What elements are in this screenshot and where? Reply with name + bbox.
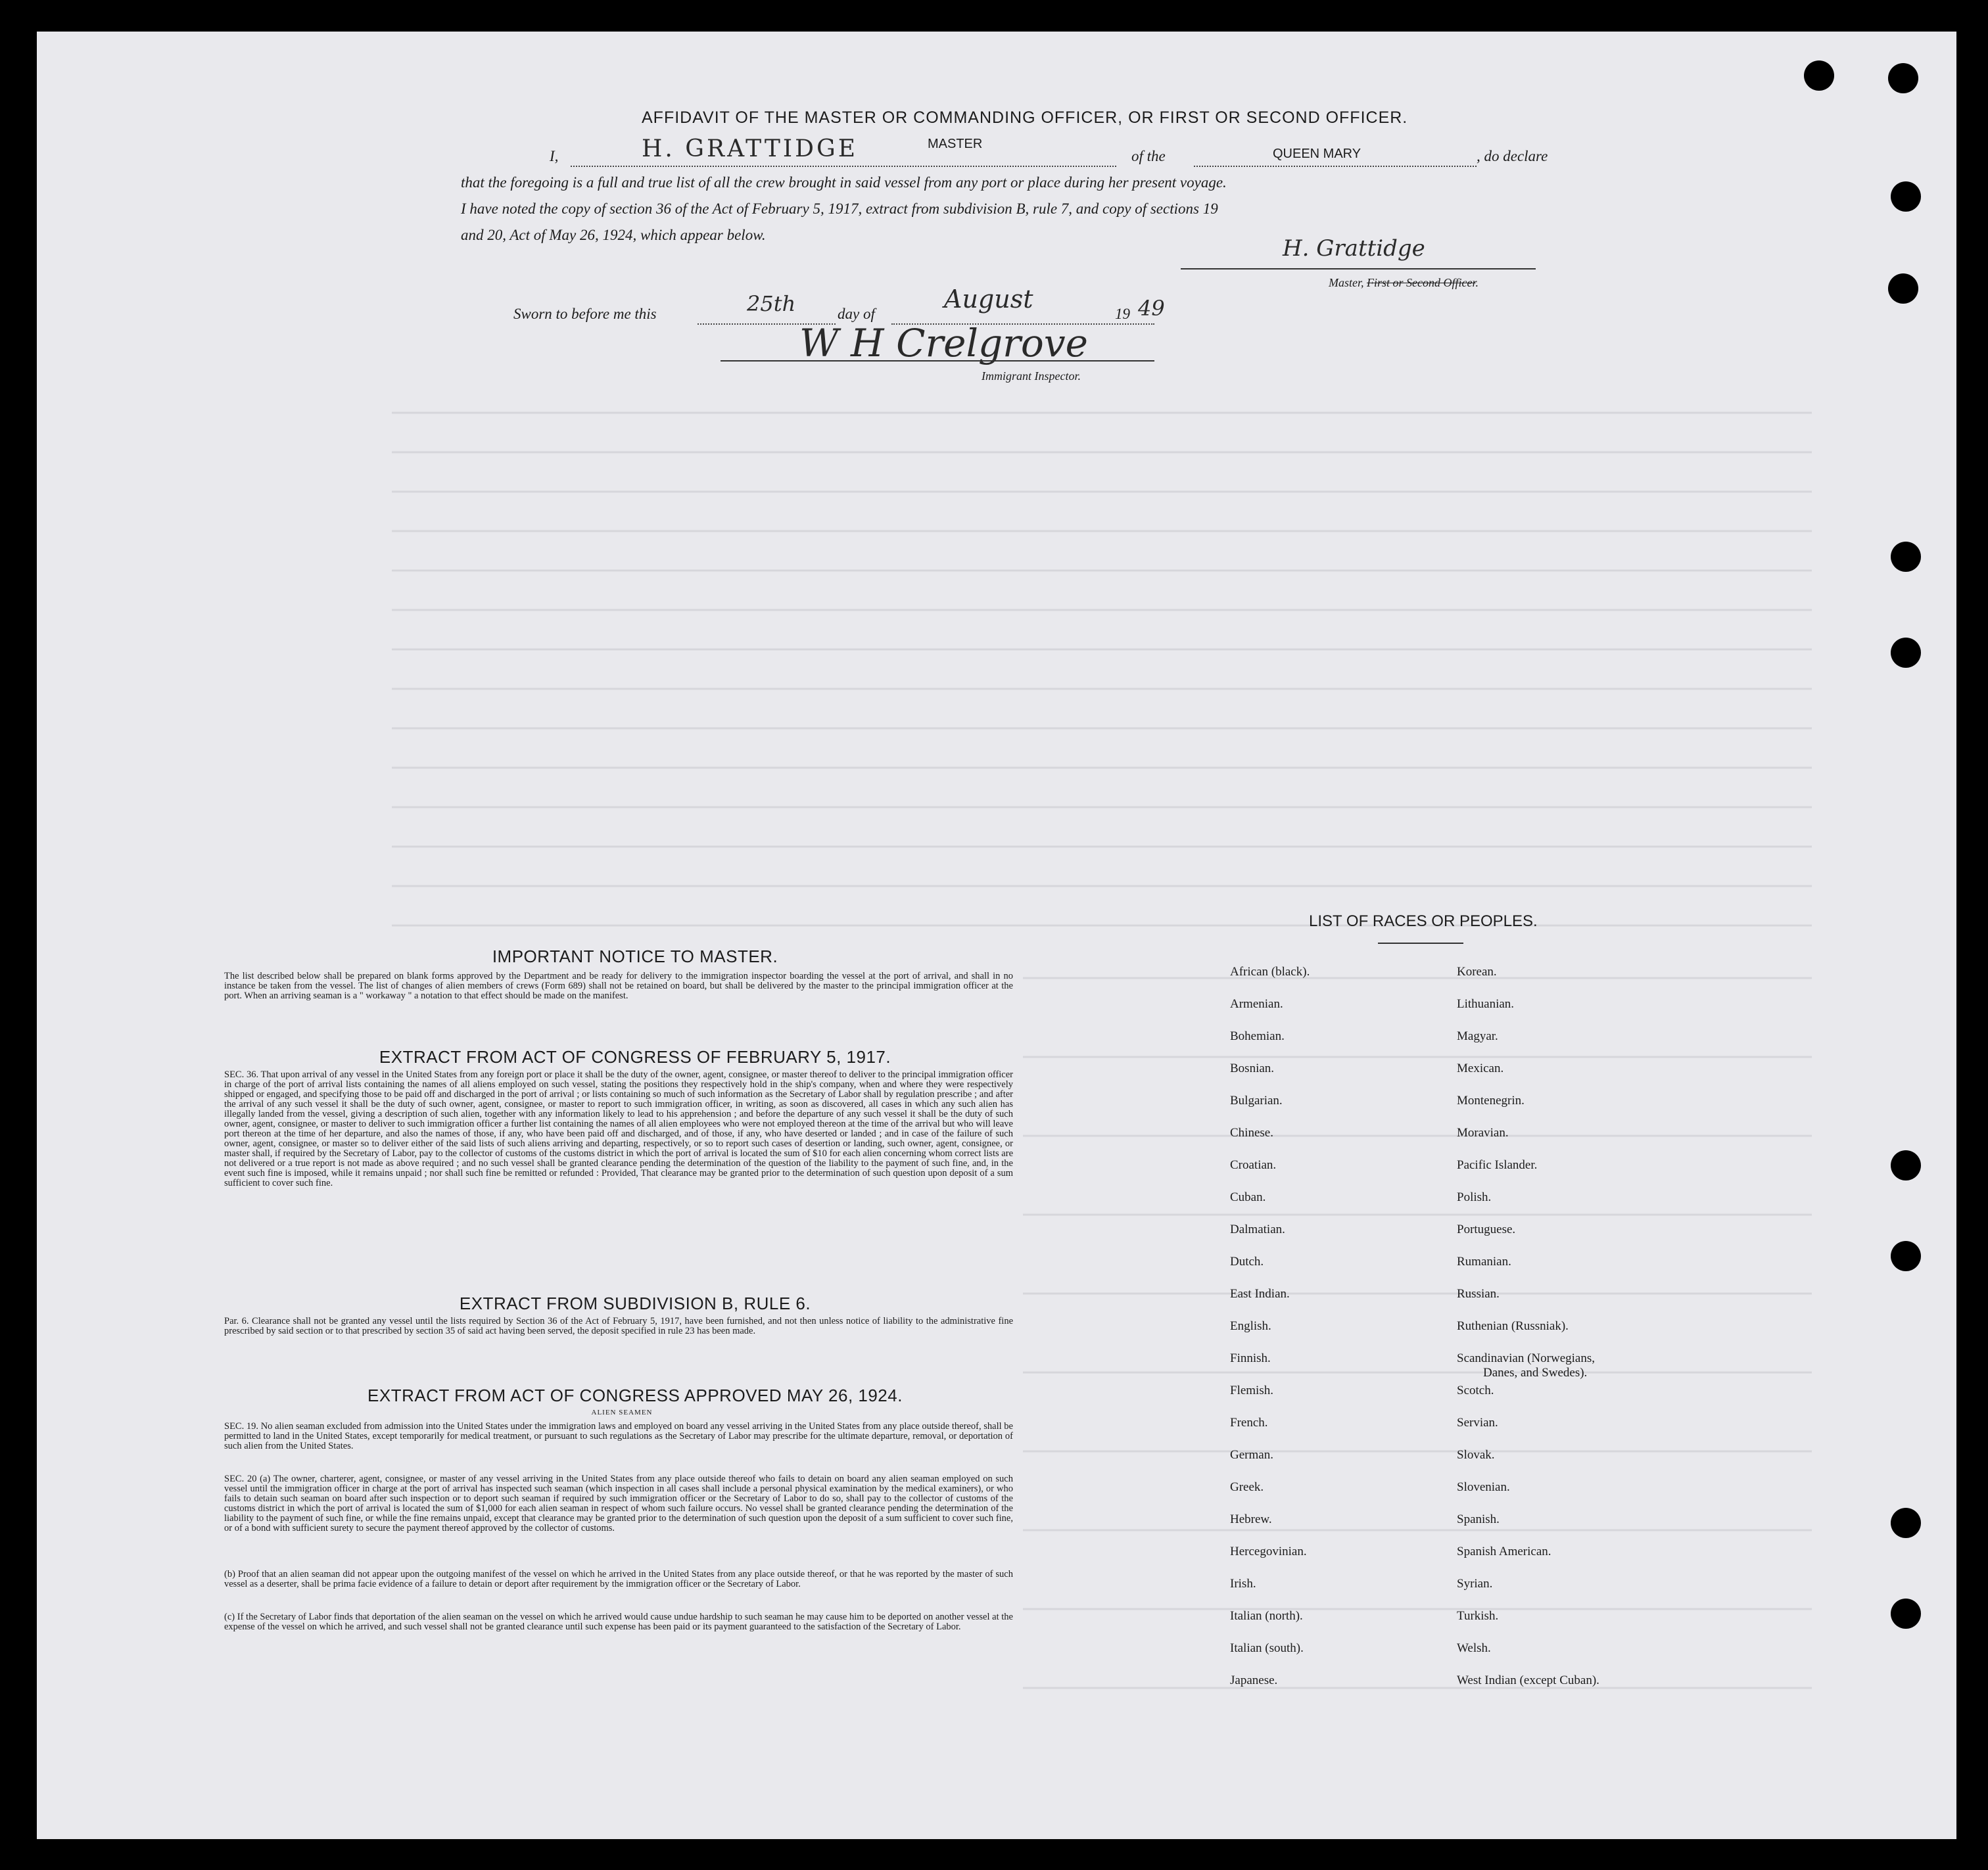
declaration-line-3: I have noted the copy of section 36 of the Act of February 5, 1917, extract from subdivision B, rule 7, and copy of sections 19: [461, 200, 1218, 217]
rank-typed: MASTER: [928, 137, 983, 151]
race-item: Chinese.: [1230, 1126, 1273, 1140]
race-item: English.: [1230, 1319, 1271, 1333]
race-item: Russian.: [1457, 1287, 1500, 1301]
race-item: Japanese.: [1230, 1673, 1278, 1687]
declaration-line-4: and 20, Act of May 26, 1924, which appear below.: [461, 227, 766, 243]
sworn-prefix: Sworn to before me this: [513, 306, 657, 322]
race-item: Bosnian.: [1230, 1062, 1275, 1075]
race-item: Dalmatian.: [1230, 1223, 1285, 1236]
race-item: Lithuanian.: [1457, 997, 1515, 1011]
notice-master-heading: IMPORTANT NOTICE TO MASTER.: [492, 947, 778, 966]
day-of-label: day of: [838, 306, 875, 322]
year-suffix: 49: [1138, 296, 1165, 321]
race-item: Mexican.: [1457, 1062, 1504, 1075]
race-item: Spanish.: [1457, 1512, 1500, 1526]
race-item: Servian.: [1457, 1416, 1498, 1430]
extract-1924-sec20c: (c) If the Secretary of Labor finds that deportation of the alien seaman on the vessel on which he arrived would cause undue hardship to such seaman he may cause him to be deported on another vessel at the expense of the vessel on which he arrived, and such vessel shall not be granted clearance until such expense has been paid or its payment guaranteed to the satisfaction of the Secretary of Labor.: [224, 1612, 1013, 1632]
vessel-name-typed: QUEEN MARY: [1273, 147, 1361, 161]
race-item: Syrian.: [1457, 1577, 1493, 1591]
race-item: German.: [1230, 1448, 1273, 1462]
race-item: Montenegrin.: [1457, 1094, 1525, 1108]
sworn-month: August: [944, 285, 1033, 314]
race-item: Rumanian.: [1457, 1255, 1511, 1269]
race-item: Croatian.: [1230, 1158, 1277, 1172]
signature-caption: [1329, 276, 1479, 290]
race-item: Magyar.: [1457, 1029, 1498, 1043]
inspector-line: [721, 360, 1154, 362]
race-item: Finnish.: [1230, 1351, 1271, 1365]
race-item: Polish.: [1457, 1190, 1492, 1204]
race-item: Dutch.: [1230, 1255, 1264, 1269]
race-item: Slovenian.: [1457, 1480, 1510, 1494]
notice-master-body: The list described below shall be prepared on blank forms approved by the Department and be ready for delivery to the immigration inspector boarding the vessel at the port of arrival, and shall in no instance be taken from the vessel. The list of changes of alien members of crews (Form 689) shall not be retained on board, but shall be delivered by the master to the principal immigration officer at the port. When an arriving seaman is a " workaway " a notation to that effect should be made on the manifest.: [224, 971, 1013, 1001]
extract-1917-body: SEC. 36. That upon arrival of any vessel in the United States from any foreign port or place it shall be the duty of the owner, agent, consignee, or master thereof to deliver to the principal immigration officer in charge of the port of arrival lists containing the names of all aliens employed on such vessel, stating the positions they respectively hold in the ship's company, when and where they were respectively shipped or engaged, and specifying those to be paid off and discharged in the port of arrival ; or lists containing so much of such information as the Secretary of Labor shall by regulation prescribe ; and after the arrival of any such vessel it shall be the duty of such owner, agent, consignee, or master to report to such immigration officer, in writing, as soon as discovered, all cases in which any such alien has illegally landed from the vessel, giving a description of such alien, together with any information likely to lead to his apprehension ; and before the departure of any such vessel it shall be the duty of such owner, agent, consignee, or master to deliver to such immigration officer a further list containing the names of all alien employees who were not employed thereon at the time of the arrival but who will leave port thereon at the time of her departure, and also the names of those, if any, who have been paid off and discharged, and of those, if any, who have deserted or landed ; and in case of the failure of such owner, agent, consignee, or master so to deliver either of the said lists of such aliens arriving and departing, respectively, or so to report such cases of desertion or landing, such owner, agent, consignee, or master shall, if required by the Secretary of Labor, pay to the collector of customs of the customs district in which the port of arrival is located the sum of $10 for each alien concerning whom correct lists are not delivered or a true report is not made as above required ; and no such vessel shall be granted clearance pending the determination of the question of the liability to the payment of such fine, and, in the event such fine is imposed, while it remains unpaid ; nor shall such fine be remitted or refunded : Provided, That clearance may be granted prior to the determination of such question upon deposit of a sum sufficient to cover such fine.: [224, 1069, 1013, 1188]
race-item: Korean.: [1457, 965, 1497, 979]
race-item: Welsh.: [1457, 1641, 1491, 1655]
race-item: Greek.: [1230, 1480, 1264, 1494]
race-item: Italian (south).: [1230, 1641, 1304, 1655]
do-declare-label: , do declare: [1477, 148, 1548, 164]
extract-1924-sec20a: SEC. 20 (a) The owner, charterer, agent, consignee, or master of any vessel arriving in the United States from any place outside thereof who fails to detain on board any alien seaman employed on such vessel until the immigration officer in charge at the port of arrival has inspected such seaman (which inspection in all cases shall include a personal physical examination by the medical examiners), or who fails to detain such seaman on board after such inspection or to deport such seaman if required by such immigration officer or the Secretary of Labor to do so, shall pay to the collector of customs of the customs district in which the port of arrival is located the sum of $1,000 for each alien seaman in respect of whom such failure occurs. No vessel shall be granted clearance pending the determination of the liability to the payment of such fine, or while the fine remains unpaid, except that clearance may be granted prior to the determination of such question upon the deposit of a sum sufficient to cover such fine, or of a bond with sufficient surety to secure the payment thereof approved by the collector of customs.: [224, 1474, 1013, 1533]
affidavit-title: AFFIDAVIT OF THE MASTER OR COMMANDING OFFICER, OR FIRST OR SECOND OFFICER.: [642, 108, 1408, 127]
master-name-handwritten: H. GRATTIDGE: [642, 135, 858, 162]
declaration-line-2: that the foregoing is a full and true list of all the crew brought in said vessel from any port or place during her present voyage.: [461, 174, 1227, 191]
extract-rule6-heading: EXTRACT FROM SUBDIVISION B, RULE 6.: [459, 1294, 811, 1313]
races-heading: LIST OF RACES OR PEOPLES.: [1309, 912, 1538, 930]
name-underline: [571, 164, 1116, 167]
extract-1924-heading: EXTRACT FROM ACT OF CONGRESS APPROVED MAY 26, 1924.: [367, 1386, 903, 1405]
race-item: Scandinavian (Norwegians,: [1457, 1351, 1595, 1365]
i-label: I,: [550, 148, 559, 164]
race-item: Bohemian.: [1230, 1029, 1285, 1043]
race-item: Pacific Islander.: [1457, 1158, 1538, 1172]
race-item: West Indian (except Cuban).: [1457, 1673, 1599, 1687]
year-prefix: 19: [1115, 306, 1130, 322]
race-item: Armenian.: [1230, 997, 1283, 1011]
race-item: East Indian.: [1230, 1287, 1290, 1301]
caption-struck-officer: First or Second Officer: [1367, 276, 1476, 289]
race-item: Italian (north).: [1230, 1609, 1303, 1623]
extract-1924-sec19: SEC. 19. No alien seaman excluded from admission into the United States under the immigration laws and employed on board any vessel arriving in the United States from any place outside thereof, shall be permitted to land in the United States, except temporarily for medical treatment, or pursuant to such regulations as the Secretary of Labor may prescribe for the ultimate departure, removal, or deportation of such alien from the United States.: [224, 1421, 1013, 1451]
race-item: Slovak.: [1457, 1448, 1495, 1462]
race-item: African (black).: [1230, 965, 1310, 979]
extract-rule6-body: Par. 6. Clearance shall not be granted any vessel until the lists required by Section 36 of the Act of February 5, 1917, have been furnished, and not then unless notice of liability to the administrative fine prescribed by said section or to that prescribed by section 35 of said act having been served, the deposit specified in rule 23 has been made.: [224, 1316, 1013, 1336]
race-item: Ruthenian (Russniak).: [1457, 1319, 1569, 1333]
master-signature: H. Grattidge: [1283, 235, 1425, 262]
sworn-day: 25th: [747, 291, 796, 316]
race-item: Hercegovinian.: [1230, 1545, 1307, 1558]
races-heading-rule: [1378, 943, 1463, 944]
race-item: Cuban.: [1230, 1190, 1266, 1204]
vessel-underline: [1194, 164, 1477, 167]
race-item: Hebrew.: [1230, 1512, 1272, 1526]
of-the-label: of the: [1131, 148, 1166, 164]
race-item: Scotch.: [1457, 1384, 1494, 1397]
document-page: [37, 32, 1956, 1839]
race-item: Spanish American.: [1457, 1545, 1551, 1558]
race-item: Flemish.: [1230, 1384, 1273, 1397]
extract-1917-heading: EXTRACT FROM ACT OF CONGRESS OF FEBRUARY 5, 1917.: [379, 1047, 891, 1067]
signature-line: [1181, 268, 1536, 269]
race-item: Moravian.: [1457, 1126, 1509, 1140]
race-item: Bulgarian.: [1230, 1094, 1283, 1108]
caption-period: .: [1475, 276, 1479, 289]
race-item: Turkish.: [1457, 1609, 1499, 1623]
race-item: Irish.: [1230, 1577, 1256, 1591]
race-item: Danes, and Swedes).: [1483, 1366, 1588, 1380]
alien-seamen-subheading: ALIEN SEAMEN: [591, 1409, 653, 1416]
caption-master: Master,: [1329, 276, 1364, 289]
race-item: French.: [1230, 1416, 1268, 1430]
race-item: Portuguese.: [1457, 1223, 1516, 1236]
extract-1924-sec20b: (b) Proof that an alien seaman did not appear upon the outgoing manifest of the vessel on which he arrived in the United States from any place outside thereof, or that he was reported by the master of such vessel as a deserter, shall be prima facie evidence of a failure to detain or deport after requirement by the immigration officer or the Secretary of Labor.: [224, 1569, 1013, 1589]
inspector-caption: Immigrant Inspector.: [982, 369, 1081, 383]
inspector-signature: W H Crelgrove: [799, 321, 1088, 365]
